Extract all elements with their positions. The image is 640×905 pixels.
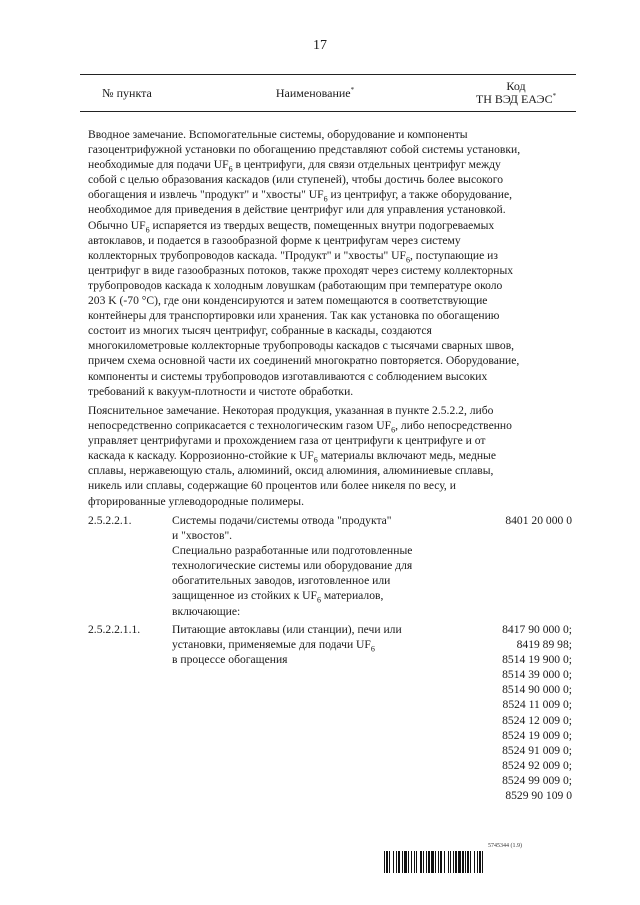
code-entry: 8524 19 009 0; xyxy=(502,728,572,742)
code-entry: 8524 11 009 0; xyxy=(502,698,572,712)
text-line: 203 K (-70 °C), где они конденсируются и затем помещаются в соответствующие xyxy=(88,294,488,308)
document-id: 5745344 (1.9) xyxy=(488,843,522,849)
text-line: состоит из многих тысяч центрифуг, собранные в каскады, создаются xyxy=(88,324,432,338)
text-line: установки, применяемые для подачи $UF_6$ xyxy=(172,638,375,654)
item-name xyxy=(172,622,434,667)
barcode-icon xyxy=(384,851,580,873)
header-col-number xyxy=(80,75,174,111)
text-line: контейнеры для транспортировки или хранения. Так как установка по обогащению xyxy=(88,309,500,323)
code-entry: 8514 39 000 0; xyxy=(502,668,572,682)
header-col-code xyxy=(456,75,576,111)
text-line: многокилометровые коллекторные трубопроводы каскадов с тысячами сварных швов, xyxy=(88,339,515,353)
text-line: Пояснительное замечание. Некоторая продукция, указанная в пункте 2.5.2.2, либо xyxy=(88,404,494,417)
text-line: никель или сплавы, содержащие 60 процентов или более никеля по весу, и xyxy=(88,479,456,493)
text-line: Вводное замечание. Вспомогательные системы, оборудование и компоненты xyxy=(88,128,468,141)
code-entry: 8514 90 000 0; xyxy=(502,683,572,697)
header-table xyxy=(80,74,576,112)
text-line: фторированные углеводородные полимеры. xyxy=(88,494,304,508)
item-codes xyxy=(462,513,572,528)
subscript: 6 xyxy=(145,224,150,234)
text-line: коллекторных трубопроводов каскада. "Продукт" и "хвосты" $UF_6$, поступающие из xyxy=(88,248,498,265)
code-entry: 8529 90 109 0 xyxy=(505,789,572,803)
page-number: 17 xyxy=(313,38,327,53)
text-line: Обычно $UF_6$ испаряется из твердых веществ, помещенных внутри подогреваемых xyxy=(88,218,495,234)
text-line: Системы подачи/системы отвода "продукта" xyxy=(172,514,392,527)
item-name xyxy=(172,513,434,619)
text-line: непосредственно соприкасается с технологическим газом $UF_6$, либо непосредственно xyxy=(88,419,512,435)
text-line: трубопроводов каскада к холодным ловушкам (работающим при температуре около xyxy=(88,278,503,292)
header-col-code-line2: ТН ВЭД ЕАЭС xyxy=(475,92,553,106)
text-line: защищенное из стойких к $UF_6$ материалов, xyxy=(172,589,384,605)
subscript: 6 xyxy=(391,425,396,435)
subscript: 6 xyxy=(228,164,233,174)
text-line: включающие: xyxy=(172,604,241,618)
text-line: собой с целью образования каскадов (или ступеней), чтобы достичь более высокого xyxy=(88,173,503,187)
text-line: обогатительных заводов, изготовленное или xyxy=(172,574,391,588)
text-line: автоклавов, и подается в газообразной форме к центрифугам через систему xyxy=(88,233,461,247)
text-line: газоцентрифужной установки по обогащению представляют собой системы установки, xyxy=(88,143,521,157)
subscript: 6 xyxy=(323,194,328,204)
text-line: Питающие автоклавы (или станции), печи или xyxy=(172,623,402,636)
text-line: и "хвостов". xyxy=(172,529,233,543)
text-line: Специально разработанные или подготовленные xyxy=(172,544,413,558)
item-number: 2.5.2.2.1. xyxy=(88,514,132,527)
text-line: управляет центрифугами и прохождением газа от центрифуги к центрифуге и от xyxy=(88,434,486,448)
header-col-name-mark: * xyxy=(350,85,355,94)
text-line: центрифуг в виде газообразных потоков, также проходят через систему коллекторных xyxy=(88,263,514,277)
text-line: необходимые для подачи $UF_6$ в центрифуги, для связи отдельных центрифуг между xyxy=(88,158,501,174)
code-entry: 8514 19 900 0; xyxy=(502,653,572,667)
text-line: технологические системы или оборудование для xyxy=(172,559,413,573)
code-entry: 8401 20 000 0 xyxy=(505,514,572,527)
code-entry: 8524 92 009 0; xyxy=(502,758,572,772)
subscript: 6 xyxy=(370,644,375,654)
header-col-code-line1: Код xyxy=(506,79,526,93)
text-line: каскада к каскаду. Коррозионно-стойкие к $UF_6$ материалы включают медь, медные xyxy=(88,449,496,465)
text-line: требований к вакуум-плотности и чистоте обработки. xyxy=(88,384,354,398)
code-entry: 8417 90 000 0; xyxy=(502,623,572,636)
explanatory-paragraph xyxy=(88,403,578,509)
text-line: причем схема основной части их соединений многократно повторяется. Оборудование, xyxy=(88,354,520,368)
subscript: 6 xyxy=(313,455,318,465)
text-line: сплавы, нержавеющую сталь, алюминий, оксид алюминия, алюминиевые сплавы, xyxy=(88,464,494,478)
text-line: компоненты и системы трубопроводов изготавливаются с соблюдением высоких xyxy=(88,369,488,383)
subscript: 6 xyxy=(316,595,321,605)
code-entry: 8524 12 009 0; xyxy=(502,713,572,727)
code-entry: 8419 89 98; xyxy=(516,638,572,652)
header-col-name-label: Наименование xyxy=(275,85,351,100)
header-col-name xyxy=(174,75,456,111)
text-line: необходимое для приведения в действие центрифуг или для управления установкой. xyxy=(88,203,506,217)
code-entry: 8524 91 009 0; xyxy=(502,743,572,757)
subscript: 6 xyxy=(406,255,410,265)
text-line: обогащения и извлечь "продукт" и "хвосты" $UF_6$ из центрифуг, а также оборудование, xyxy=(88,188,512,204)
code-entry: 8524 99 009 0; xyxy=(502,773,572,787)
header-col-number-label: № пункта xyxy=(102,85,152,100)
text-line: в процессе обогащения xyxy=(172,653,288,667)
intro-paragraph xyxy=(88,127,578,399)
header-col-code-mark: * xyxy=(552,92,557,100)
item-number: 2.5.2.2.1.1. xyxy=(88,623,141,636)
item-codes xyxy=(462,622,572,803)
